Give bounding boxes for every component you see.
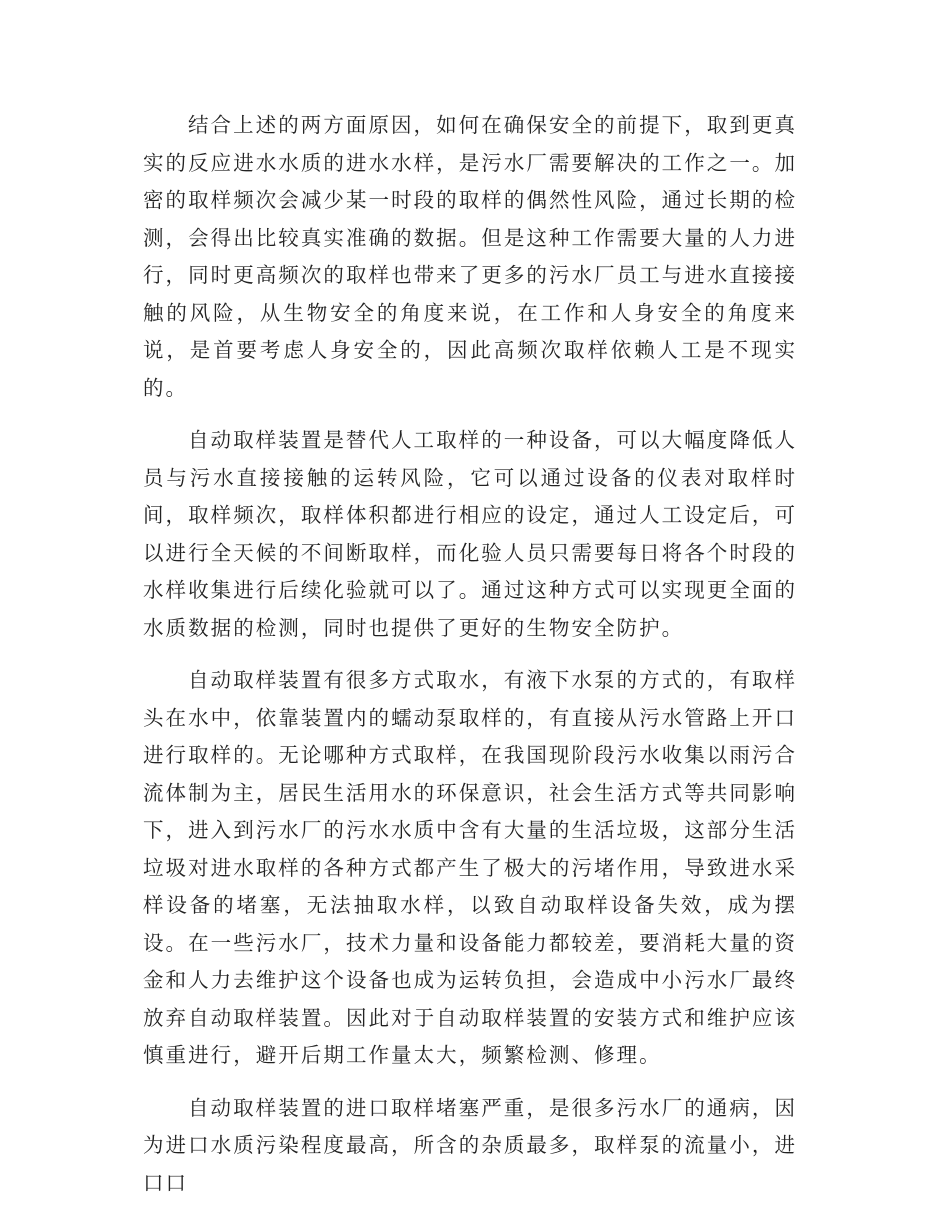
document-body: [143, 107, 797, 1217]
paragraph-4: 自动取样装置的进口取样堵塞严重，是很多污水厂的通病，因为进口水质污染程度最高，所含的杂质最多，取样泵的流量小，进口口: [143, 1095, 797, 1195]
paragraph-3: 自动取样装置有很多方式取水，有液下水泵的方式的，有取样头在水中，依靠装置内的蠕动泵取样的，有直接从污水管路上开口进行取样的。无论哪种方式取样，在我国现阶段污水收集以雨污合流体制为主，居民生活用水的环保意识，社会生活方式等共同影响下，进入到污水厂的污水水质中含有大量的生活垃圾，这部分生活垃圾对进水取样的各种方式都产生了极大的污堵作用，导致进水采样设备的堵塞，无法抽取水样，以致自动取样设备失效，成为摆设。在一些污水厂，技术力量和设备能力都较差，要消耗大量的资金和人力去维护这个设备也成为运转负担，会造成中小污水厂最终放弃自动取样装置。因此对于自动取样装置的安装方式和维护应该慎重进行，避开后期工作量太大，频繁检测、修理。: [143, 668, 797, 1067]
paragraph-1: 结合上述的两方面原因，如何在确保安全的前提下，取到更真实的反应进水水质的进水水样，是污水厂需要解决的工作之一。加密的取样频次会减少某一时段的取样的偶然性风险，通过长期的检测，会得出比较真实准确的数据。但是这种工作需要大量的人力进行，同时更高频次的取样也带来了更多的污水厂员工与进水直接接触的风险，从生物安全的角度来说，在工作和人身安全的角度来说，是首要考虑人身安全的，因此高频次取样依赖人工是不现实的。: [143, 113, 797, 400]
paragraph-2: 自动取样装置是替代人工取样的一种设备，可以大幅度降低人员与污水直接接触的运转风险，它可以通过设备的仪表对取样时间，取样频次，取样体积都进行相应的设定，通过人工设定后，可以进行全天候的不间断取样，而化验人员只需要每日将各个时段的水样收集进行后续化验就可以了。通过这种方式可以实现更全面的水质数据的检测，同时也提供了更好的生物安全防护。: [143, 428, 797, 640]
